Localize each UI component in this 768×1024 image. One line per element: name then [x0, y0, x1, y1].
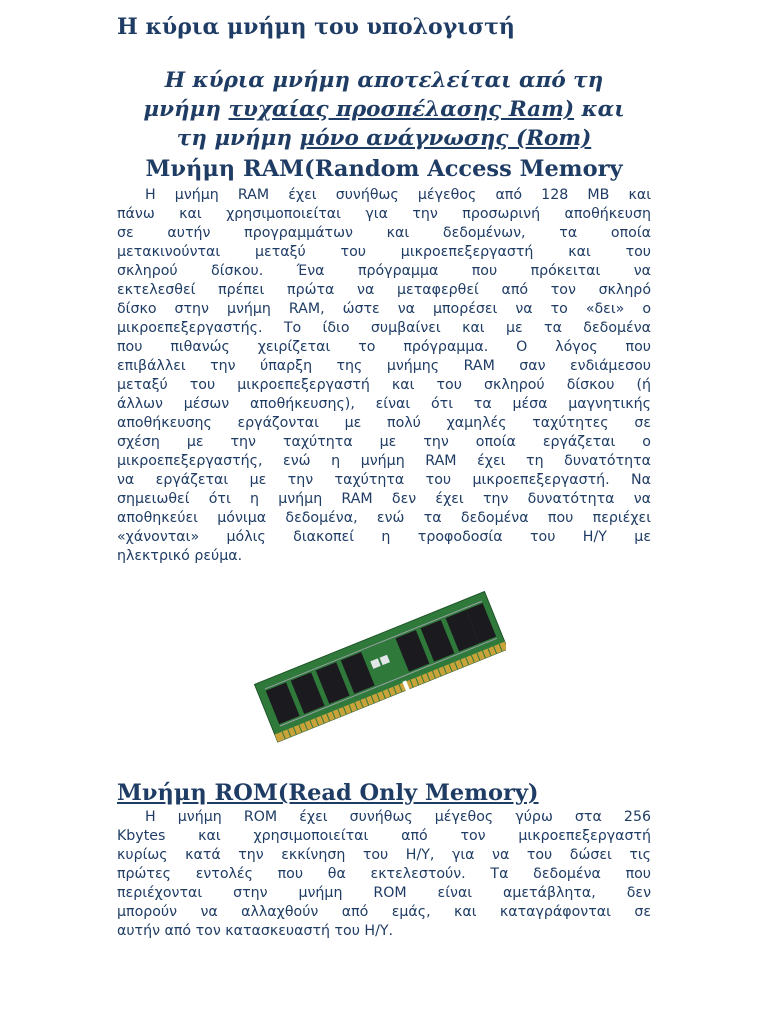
ram-line: πάνω και χρησιμοποιείται για την προσωρινή αποθήκευση: [117, 206, 651, 222]
ram-line: αποθήκευσης εργάζονται με πολύ χαμηλές ταχύτητες σε: [117, 415, 651, 431]
intro-ram-term: τυχαίας προσπέλασης Ram): [228, 97, 575, 122]
ram-section-heading: Μνήμη RAM(Random Access Memory: [145, 156, 623, 182]
ram-line: δίσκο στην μνήμη RAM, ώστε να μπορέσει να το «δει» ο: [117, 301, 651, 317]
ram-line: επιβάλλει την ύπαρξη της μνήμης RAM σαν ενδιάμεσου: [117, 358, 651, 374]
ram-line: «χάνονται» μόλις διακοπεί η τροφοδοσία του Η/Υ με: [117, 529, 651, 545]
rom-section-heading: Μνήμη ROM(Read Only Memory): [117, 780, 539, 806]
intro-line-1: Η κύρια μνήμη αποτελείται από τη: [164, 68, 604, 93]
intro-line-2-pre: μνήμη: [143, 97, 229, 122]
intro-line-2-post: και: [574, 97, 625, 122]
ram-line: μετακινούνται μεταξύ του μικροεπεξεργαστή και του: [117, 244, 651, 260]
ram-line: που πιθανώς χειρίζεται το πρόγραμμα. Ο λόγος που: [117, 339, 651, 355]
ram-line: σημειωθεί ότι η μνήμη RAM δεν έχει την δυνατότητα να: [117, 491, 651, 507]
rom-line: Kbytes και χρησιμοποιείται από τον μικροεπεξεργαστή: [117, 828, 651, 844]
rom-line: πρώτες εντολές που θα εκτελεστούν. Τα δεδομένα που: [117, 866, 651, 882]
ram-line: σχέση με την ταχύτητα με την οποία εργάζεται ο: [117, 434, 651, 450]
ram-line: μικροεπεξεργαστής, ενώ η μνήμη RAM έχει τη δυνατότητα: [117, 453, 651, 469]
ram-module-image: [254, 578, 506, 750]
ram-line: αποθηκεύει μόνιμα δεδομένα, ενώ τα δεδομένα που περιέχει: [117, 510, 651, 526]
ram-line: εκτελεσθεί πρέπει πρώτα να μεταφερθεί από τον σκληρό: [117, 282, 651, 298]
rom-line: κυρίως κατά την εκκίνηση του Η/Υ, για να του δώσει τις: [117, 847, 651, 863]
ram-line: ηλεκτρικό ρεύμα.: [117, 548, 243, 564]
rom-line: Η μνήμη ROM έχει συνήθως μέγεθος γύρω στα 256: [145, 809, 651, 825]
ram-line: μικροεπεξεργαστής. Το ίδιο συμβαίνει και με τα δεδομένα: [117, 320, 651, 336]
rom-line: αυτήν από τον κατασκευαστή του Η/Υ.: [117, 923, 394, 939]
intro-rom-term: μόνο ανάγνωσης (Rom): [299, 126, 592, 151]
ram-line: να εργάζεται με την ταχύτητα του μικροεπεξεργαστή. Να: [117, 472, 651, 488]
ram-line: άλλων μέσων αποθήκευσης), είναι ότι τα μέσα μαγνητικής: [117, 396, 651, 412]
ram-line: σε αυτήν προγραμμάτων και δεδομένων, τα οποία: [117, 225, 651, 241]
ram-module-icon: [254, 578, 506, 750]
rom-line: μπορούν να αλλαχθούν από εμάς, και καταγράφονται σε: [117, 904, 651, 920]
rom-paragraph: [117, 808, 651, 941]
rom-line: περιέχονται στην μνήμη ROM είναι αμετάβλητα, δεν: [117, 885, 651, 901]
document-title: Η κύρια μνήμη του υπολογιστή: [117, 14, 515, 40]
ram-line: σκληρού δίσκου. Ένα πρόγραμμα που πρόκειται να: [117, 263, 651, 279]
ram-line: Η μνήμη RAM έχει συνήθως μέγεθος από 128 MB και: [145, 187, 651, 203]
intro-statement: [117, 66, 651, 153]
ram-paragraph: [117, 186, 651, 566]
ram-line: μεταξύ του μικροεπεξεργαστή και του σκληρού δίσκου (ή: [117, 377, 651, 393]
intro-line-3-pre: τη μνήμη: [176, 126, 300, 151]
